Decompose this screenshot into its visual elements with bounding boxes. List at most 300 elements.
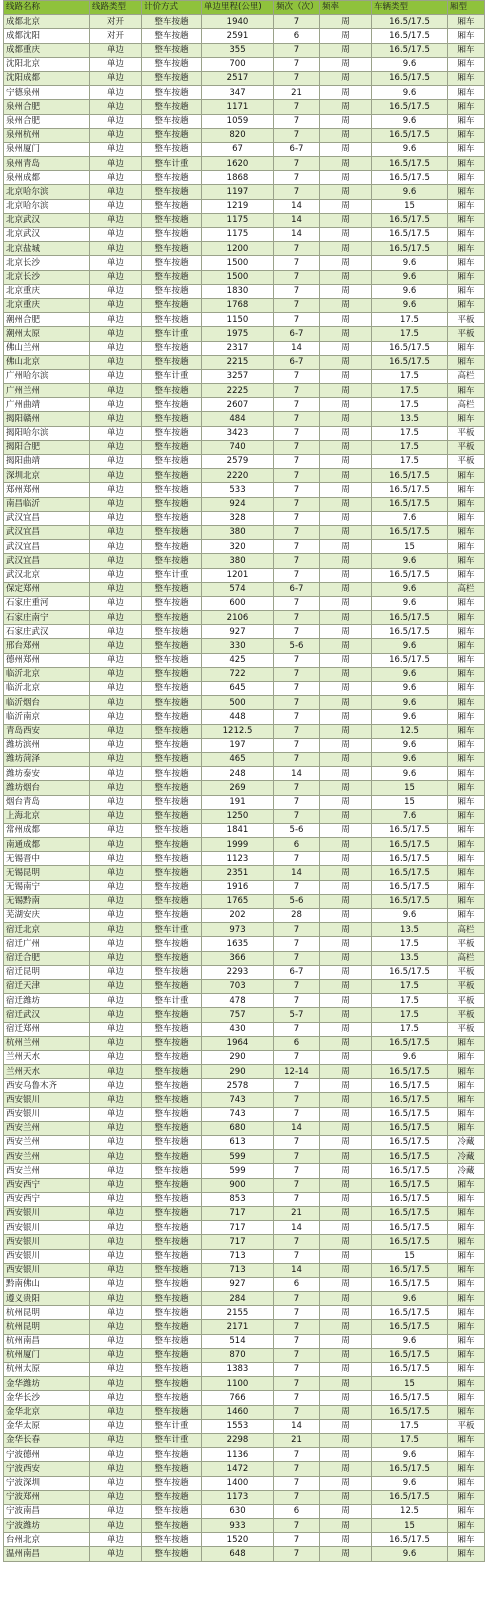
cell-distance: 191 — [202, 795, 274, 809]
table-row — [4, 398, 485, 412]
cell-route-type: 单边 — [90, 781, 142, 795]
cell-route-type: 单边 — [90, 57, 142, 71]
cell-pricing-method: 整车按趟 — [142, 1306, 202, 1320]
cell-route-name: 临沂北京 — [4, 667, 90, 681]
cell-body-type: 冷藏 — [448, 1150, 485, 1164]
cell-vehicle-type: 16.5/17.5 — [372, 1391, 448, 1405]
cell-route-name: 北京武汉 — [4, 213, 90, 227]
cell-body-type: 厢车 — [448, 270, 485, 284]
cell-distance: 574 — [202, 582, 274, 596]
cell-pricing-method: 整车按趟 — [142, 1320, 202, 1334]
cell-frequency-period: 周 — [320, 398, 372, 412]
cell-body-type: 厢车 — [448, 100, 485, 114]
cell-pricing-method: 整车按趟 — [142, 1065, 202, 1079]
cell-route-name: 北京长沙 — [4, 256, 90, 270]
cell-vehicle-type: 9.6 — [372, 1547, 448, 1561]
cell-body-type: 厢车 — [448, 752, 485, 766]
cell-pricing-method: 整车按趟 — [142, 228, 202, 242]
cell-distance: 2591 — [202, 29, 274, 43]
cell-vehicle-type: 13.5 — [372, 923, 448, 937]
cell-route-name: 杭州昆明 — [4, 1320, 90, 1334]
cell-frequency-period: 周 — [320, 1519, 372, 1533]
cell-frequency-period: 周 — [320, 540, 372, 554]
cell-vehicle-type: 16.5/17.5 — [372, 525, 448, 539]
cell-route-name: 杭州南昌 — [4, 1334, 90, 1348]
cell-distance: 717 — [202, 1235, 274, 1249]
cell-frequency-count: 14 — [274, 1263, 320, 1277]
cell-pricing-method: 整车按趟 — [142, 738, 202, 752]
table-row — [4, 724, 485, 738]
cell-route-name: 宿迁广州 — [4, 937, 90, 951]
cell-frequency-period: 周 — [320, 469, 372, 483]
cell-distance: 820 — [202, 128, 274, 142]
cell-vehicle-type: 9.6 — [372, 86, 448, 100]
cell-frequency-period: 周 — [320, 568, 372, 582]
cell-distance: 1620 — [202, 157, 274, 171]
cell-frequency-period: 周 — [320, 1050, 372, 1064]
cell-route-type: 单边 — [90, 1363, 142, 1377]
cell-pricing-method: 整车按趟 — [142, 1519, 202, 1533]
cell-frequency-count: 7 — [274, 1391, 320, 1405]
cell-pricing-method: 整车按趟 — [142, 1221, 202, 1235]
cell-route-type: 单边 — [90, 114, 142, 128]
cell-route-type: 单边 — [90, 313, 142, 327]
cell-route-type: 单边 — [90, 1292, 142, 1306]
header-one-way-distance: 单边里程(公里) — [202, 1, 274, 15]
cell-route-name: 金华长春 — [4, 1433, 90, 1447]
cell-distance: 2517 — [202, 71, 274, 85]
cell-route-type: 单边 — [90, 1036, 142, 1050]
cell-pricing-method: 整车按趟 — [142, 29, 202, 43]
cell-route-type: 单边 — [90, 568, 142, 582]
cell-route-name: 常州成都 — [4, 823, 90, 837]
cell-pricing-method: 整车按趟 — [142, 937, 202, 951]
cell-body-type: 平板 — [448, 994, 485, 1008]
cell-pricing-method: 整车按趟 — [142, 171, 202, 185]
cell-frequency-count: 7 — [274, 923, 320, 937]
cell-route-type: 单边 — [90, 1121, 142, 1135]
cell-frequency-count: 14 — [274, 199, 320, 213]
cell-frequency-count: 7 — [274, 455, 320, 469]
table-row — [4, 1462, 485, 1476]
cell-frequency-period: 周 — [320, 57, 372, 71]
cell-pricing-method: 整车按趟 — [142, 1050, 202, 1064]
cell-frequency-count: 21 — [274, 86, 320, 100]
table-row — [4, 1277, 485, 1291]
cell-vehicle-type: 16.5/17.5 — [372, 483, 448, 497]
table-row — [4, 994, 485, 1008]
cell-frequency-period: 周 — [320, 994, 372, 1008]
cell-route-name: 潍坊滨州 — [4, 738, 90, 752]
cell-frequency-count: 7 — [274, 611, 320, 625]
cell-frequency-period: 周 — [320, 809, 372, 823]
cell-frequency-count: 7 — [274, 440, 320, 454]
table-row — [4, 100, 485, 114]
table-row — [4, 1249, 485, 1263]
cell-pricing-method: 整车按趟 — [142, 1121, 202, 1135]
cell-body-type: 高栏 — [448, 398, 485, 412]
cell-vehicle-type: 16.5/17.5 — [372, 228, 448, 242]
cell-frequency-period: 周 — [320, 369, 372, 383]
table-row — [4, 213, 485, 227]
cell-route-name: 宿迁昆明 — [4, 965, 90, 979]
cell-pricing-method: 整车按趟 — [142, 752, 202, 766]
cell-vehicle-type: 9.6 — [372, 57, 448, 71]
cell-pricing-method: 整车按趟 — [142, 213, 202, 227]
cell-pricing-method: 整车按趟 — [142, 1476, 202, 1490]
cell-vehicle-type: 16.5/17.5 — [372, 823, 448, 837]
cell-frequency-period: 周 — [320, 1448, 372, 1462]
cell-distance: 2220 — [202, 469, 274, 483]
cell-route-type: 单边 — [90, 355, 142, 369]
cell-distance: 1123 — [202, 852, 274, 866]
cell-route-name: 西安银川 — [4, 1235, 90, 1249]
table-row — [4, 582, 485, 596]
cell-vehicle-type: 17.5 — [372, 384, 448, 398]
cell-distance: 3423 — [202, 426, 274, 440]
cell-route-type: 单边 — [90, 142, 142, 156]
cell-vehicle-type: 16.5/17.5 — [372, 100, 448, 114]
cell-frequency-count: 7 — [274, 852, 320, 866]
cell-route-name: 宿迁武汉 — [4, 1008, 90, 1022]
cell-route-type: 单边 — [90, 1419, 142, 1433]
cell-vehicle-type: 9.6 — [372, 767, 448, 781]
cell-route-name: 芜湖安庆 — [4, 909, 90, 923]
cell-frequency-period: 周 — [320, 525, 372, 539]
cell-body-type: 厢车 — [448, 1036, 485, 1050]
cell-distance: 380 — [202, 554, 274, 568]
cell-pricing-method: 整车按趟 — [142, 667, 202, 681]
cell-distance: 2298 — [202, 1433, 274, 1447]
cell-frequency-period: 周 — [320, 880, 372, 894]
cell-distance: 713 — [202, 1249, 274, 1263]
cell-frequency-period: 周 — [320, 15, 372, 29]
cell-route-name: 台州北京 — [4, 1533, 90, 1547]
cell-frequency-count: 7 — [274, 1249, 320, 1263]
cell-route-type: 单边 — [90, 298, 142, 312]
cell-body-type: 厢车 — [448, 1221, 485, 1235]
cell-route-type: 单边 — [90, 440, 142, 454]
cell-frequency-period: 周 — [320, 639, 372, 653]
table-row — [4, 157, 485, 171]
cell-body-type: 厢车 — [448, 1334, 485, 1348]
table-row — [4, 355, 485, 369]
cell-frequency-period: 周 — [320, 483, 372, 497]
cell-body-type: 厢车 — [448, 1348, 485, 1362]
cell-body-type: 平板 — [448, 979, 485, 993]
cell-body-type: 厢车 — [448, 228, 485, 242]
table-row — [4, 1391, 485, 1405]
cell-frequency-count: 7 — [274, 880, 320, 894]
table-row — [4, 298, 485, 312]
cell-pricing-method: 整车按趟 — [142, 1504, 202, 1518]
cell-route-type: 单边 — [90, 1221, 142, 1235]
cell-body-type: 平板 — [448, 440, 485, 454]
cell-route-name: 西安兰州 — [4, 1164, 90, 1178]
cell-vehicle-type: 16.5/17.5 — [372, 157, 448, 171]
cell-distance: 717 — [202, 1221, 274, 1235]
cell-frequency-period: 周 — [320, 625, 372, 639]
cell-route-name: 武汉宜昌 — [4, 525, 90, 539]
cell-frequency-period: 周 — [320, 710, 372, 724]
cell-route-name: 武汉宜昌 — [4, 540, 90, 554]
cell-vehicle-type: 9.6 — [372, 909, 448, 923]
cell-frequency-period: 周 — [320, 1348, 372, 1362]
cell-frequency-count: 7 — [274, 1192, 320, 1206]
cell-route-name: 金华北京 — [4, 1405, 90, 1419]
cell-body-type: 厢车 — [448, 1178, 485, 1192]
cell-frequency-period: 周 — [320, 412, 372, 426]
cell-body-type: 厢车 — [448, 1320, 485, 1334]
cell-frequency-count: 7 — [274, 1547, 320, 1561]
cell-pricing-method: 整车按趟 — [142, 653, 202, 667]
cell-frequency-count: 7 — [274, 738, 320, 752]
table-row — [4, 809, 485, 823]
cell-frequency-period: 周 — [320, 1363, 372, 1377]
cell-distance: 1219 — [202, 199, 274, 213]
cell-pricing-method: 整车计重 — [142, 994, 202, 1008]
cell-frequency-count: 7 — [274, 809, 320, 823]
cell-distance: 269 — [202, 781, 274, 795]
cell-pricing-method: 整车按趟 — [142, 852, 202, 866]
table-row — [4, 1547, 485, 1561]
cell-frequency-count: 7 — [274, 1093, 320, 1107]
cell-frequency-count: 6 — [274, 29, 320, 43]
table-row — [4, 540, 485, 554]
cell-pricing-method: 整车计重 — [142, 1433, 202, 1447]
cell-route-type: 单边 — [90, 1462, 142, 1476]
cell-distance: 2317 — [202, 341, 274, 355]
cell-frequency-count: 7 — [274, 781, 320, 795]
cell-vehicle-type: 9.6 — [372, 1050, 448, 1064]
cell-route-name: 石家庄重河 — [4, 596, 90, 610]
table-row — [4, 1348, 485, 1362]
cell-pricing-method: 整车按趟 — [142, 724, 202, 738]
cell-frequency-count: 7 — [274, 511, 320, 525]
table-row — [4, 781, 485, 795]
cell-frequency-count: 7 — [274, 752, 320, 766]
cell-route-type: 单边 — [90, 894, 142, 908]
cell-frequency-period: 周 — [320, 696, 372, 710]
cell-frequency-period: 周 — [320, 440, 372, 454]
cell-frequency-count: 7 — [274, 1164, 320, 1178]
cell-route-name: 北京重庆 — [4, 284, 90, 298]
cell-route-name: 北京长沙 — [4, 270, 90, 284]
cell-frequency-count: 7 — [274, 1377, 320, 1391]
cell-vehicle-type: 12.5 — [372, 724, 448, 738]
cell-route-type: 单边 — [90, 994, 142, 1008]
cell-route-type: 单边 — [90, 653, 142, 667]
cell-body-type: 厢车 — [448, 1263, 485, 1277]
cell-frequency-period: 周 — [320, 909, 372, 923]
cell-frequency-period: 周 — [320, 1334, 372, 1348]
cell-vehicle-type: 17.5 — [372, 327, 448, 341]
cell-distance: 927 — [202, 1277, 274, 1291]
cell-vehicle-type: 16.5/17.5 — [372, 1079, 448, 1093]
cell-vehicle-type: 9.6 — [372, 554, 448, 568]
table-row — [4, 1263, 485, 1277]
cell-route-name: 武汉宜昌 — [4, 511, 90, 525]
table-row — [4, 1050, 485, 1064]
cell-frequency-count: 7 — [274, 937, 320, 951]
cell-distance: 1400 — [202, 1476, 274, 1490]
cell-frequency-count: 14 — [274, 341, 320, 355]
cell-route-type: 单边 — [90, 767, 142, 781]
cell-route-name: 南昌临沂 — [4, 497, 90, 511]
cell-body-type: 厢车 — [448, 1504, 485, 1518]
cell-route-type: 单边 — [90, 157, 142, 171]
cell-distance: 1975 — [202, 327, 274, 341]
cell-frequency-period: 周 — [320, 667, 372, 681]
cell-body-type: 高栏 — [448, 923, 485, 937]
cell-body-type: 厢车 — [448, 1490, 485, 1504]
cell-distance: 366 — [202, 951, 274, 965]
cell-pricing-method: 整车按趟 — [142, 696, 202, 710]
table-row — [4, 1022, 485, 1036]
cell-pricing-method: 整车按趟 — [142, 894, 202, 908]
table-row — [4, 199, 485, 213]
cell-distance: 1150 — [202, 313, 274, 327]
cell-body-type: 厢车 — [448, 852, 485, 866]
cell-route-name: 宁波郑州 — [4, 1490, 90, 1504]
cell-distance: 713 — [202, 1263, 274, 1277]
table-row — [4, 1107, 485, 1121]
cell-pricing-method: 整车按趟 — [142, 199, 202, 213]
cell-frequency-count: 28 — [274, 909, 320, 923]
cell-vehicle-type: 16.5/17.5 — [372, 1320, 448, 1334]
table-row — [4, 1235, 485, 1249]
cell-route-type: 单边 — [90, 1249, 142, 1263]
cell-route-type: 单边 — [90, 582, 142, 596]
cell-distance: 1175 — [202, 228, 274, 242]
table-row — [4, 1519, 485, 1533]
cell-vehicle-type: 16.5/17.5 — [372, 1178, 448, 1192]
cell-frequency-period: 周 — [320, 1391, 372, 1405]
cell-route-name: 潍坊烟台 — [4, 781, 90, 795]
cell-vehicle-type: 16.5/17.5 — [372, 1277, 448, 1291]
cell-vehicle-type: 17.5 — [372, 937, 448, 951]
cell-route-name: 杭州兰州 — [4, 1036, 90, 1050]
cell-distance: 613 — [202, 1136, 274, 1150]
cell-body-type: 厢车 — [448, 1363, 485, 1377]
cell-frequency-count: 5-6 — [274, 823, 320, 837]
table-row — [4, 1405, 485, 1419]
cell-route-name: 北京盐城 — [4, 242, 90, 256]
cell-pricing-method: 整车按趟 — [142, 1107, 202, 1121]
cell-body-type: 厢车 — [448, 483, 485, 497]
cell-pricing-method: 整车按趟 — [142, 880, 202, 894]
cell-distance: 465 — [202, 752, 274, 766]
table-row — [4, 937, 485, 951]
cell-vehicle-type: 16.5/17.5 — [372, 1150, 448, 1164]
cell-frequency-count: 7 — [274, 298, 320, 312]
cell-frequency-period: 周 — [320, 242, 372, 256]
cell-frequency-period: 周 — [320, 142, 372, 156]
cell-pricing-method: 整车按趟 — [142, 1277, 202, 1291]
cell-route-type: 单边 — [90, 1107, 142, 1121]
cell-body-type: 冷藏 — [448, 1136, 485, 1150]
cell-frequency-count: 7 — [274, 682, 320, 696]
cell-pricing-method: 整车按趟 — [142, 483, 202, 497]
cell-vehicle-type: 9.6 — [372, 256, 448, 270]
cell-route-type: 单边 — [90, 1348, 142, 1362]
cell-body-type: 厢车 — [448, 199, 485, 213]
table-row — [4, 525, 485, 539]
cell-vehicle-type: 17.5 — [372, 979, 448, 993]
cell-frequency-count: 7 — [274, 1405, 320, 1419]
cell-vehicle-type: 15 — [372, 1519, 448, 1533]
cell-route-name: 潮州太原 — [4, 327, 90, 341]
cell-route-name: 温州南昌 — [4, 1547, 90, 1561]
cell-route-type: 单边 — [90, 909, 142, 923]
cell-frequency-period: 周 — [320, 653, 372, 667]
cell-body-type: 厢车 — [448, 1050, 485, 1064]
cell-route-type: 单边 — [90, 71, 142, 85]
cell-frequency-count: 7 — [274, 625, 320, 639]
header-frequency-period: 频率 — [320, 1, 372, 15]
cell-frequency-count: 7 — [274, 1079, 320, 1093]
cell-body-type: 厢车 — [448, 1292, 485, 1306]
cell-frequency-period: 周 — [320, 1065, 372, 1079]
cell-vehicle-type: 9.6 — [372, 752, 448, 766]
cell-pricing-method: 整车按趟 — [142, 43, 202, 57]
cell-frequency-period: 周 — [320, 937, 372, 951]
cell-body-type: 厢车 — [448, 128, 485, 142]
table-row — [4, 1363, 485, 1377]
table-row — [4, 1164, 485, 1178]
table-row — [4, 128, 485, 142]
cell-route-type: 单边 — [90, 171, 142, 185]
cell-frequency-count: 7 — [274, 696, 320, 710]
cell-vehicle-type: 16.5/17.5 — [372, 1164, 448, 1178]
cell-route-type: 单边 — [90, 1547, 142, 1561]
cell-pricing-method: 整车按趟 — [142, 298, 202, 312]
cell-vehicle-type: 15 — [372, 795, 448, 809]
cell-frequency-count: 7 — [274, 568, 320, 582]
cell-vehicle-type: 16.5/17.5 — [372, 880, 448, 894]
cell-route-type: 单边 — [90, 667, 142, 681]
cell-distance: 630 — [202, 1504, 274, 1518]
table-row — [4, 1334, 485, 1348]
cell-frequency-period: 周 — [320, 1107, 372, 1121]
cell-body-type: 厢车 — [448, 866, 485, 880]
cell-pricing-method: 整车按趟 — [142, 426, 202, 440]
table-row — [4, 1377, 485, 1391]
cell-body-type: 平板 — [448, 1022, 485, 1036]
cell-route-name: 潍坊菏泽 — [4, 752, 90, 766]
cell-frequency-period: 周 — [320, 86, 372, 100]
table-row — [4, 710, 485, 724]
header-body-type: 厢型 — [448, 1, 485, 15]
cell-body-type: 高栏 — [448, 369, 485, 383]
cell-pricing-method: 整车按趟 — [142, 1263, 202, 1277]
cell-route-name: 西安西宁 — [4, 1192, 90, 1206]
cell-body-type: 厢车 — [448, 142, 485, 156]
cell-pricing-method: 整车按趟 — [142, 1391, 202, 1405]
cell-body-type: 厢车 — [448, 1306, 485, 1320]
cell-vehicle-type: 16.5/17.5 — [372, 1192, 448, 1206]
cell-body-type: 平板 — [448, 313, 485, 327]
cell-frequency-count: 7 — [274, 596, 320, 610]
cell-vehicle-type: 9.6 — [372, 738, 448, 752]
cell-frequency-count: 7 — [274, 483, 320, 497]
cell-frequency-count: 14 — [274, 228, 320, 242]
cell-route-type: 单边 — [90, 341, 142, 355]
cell-distance: 1383 — [202, 1363, 274, 1377]
cell-frequency-count: 7 — [274, 15, 320, 29]
cell-vehicle-type: 9.6 — [372, 639, 448, 653]
cell-body-type: 高栏 — [448, 951, 485, 965]
